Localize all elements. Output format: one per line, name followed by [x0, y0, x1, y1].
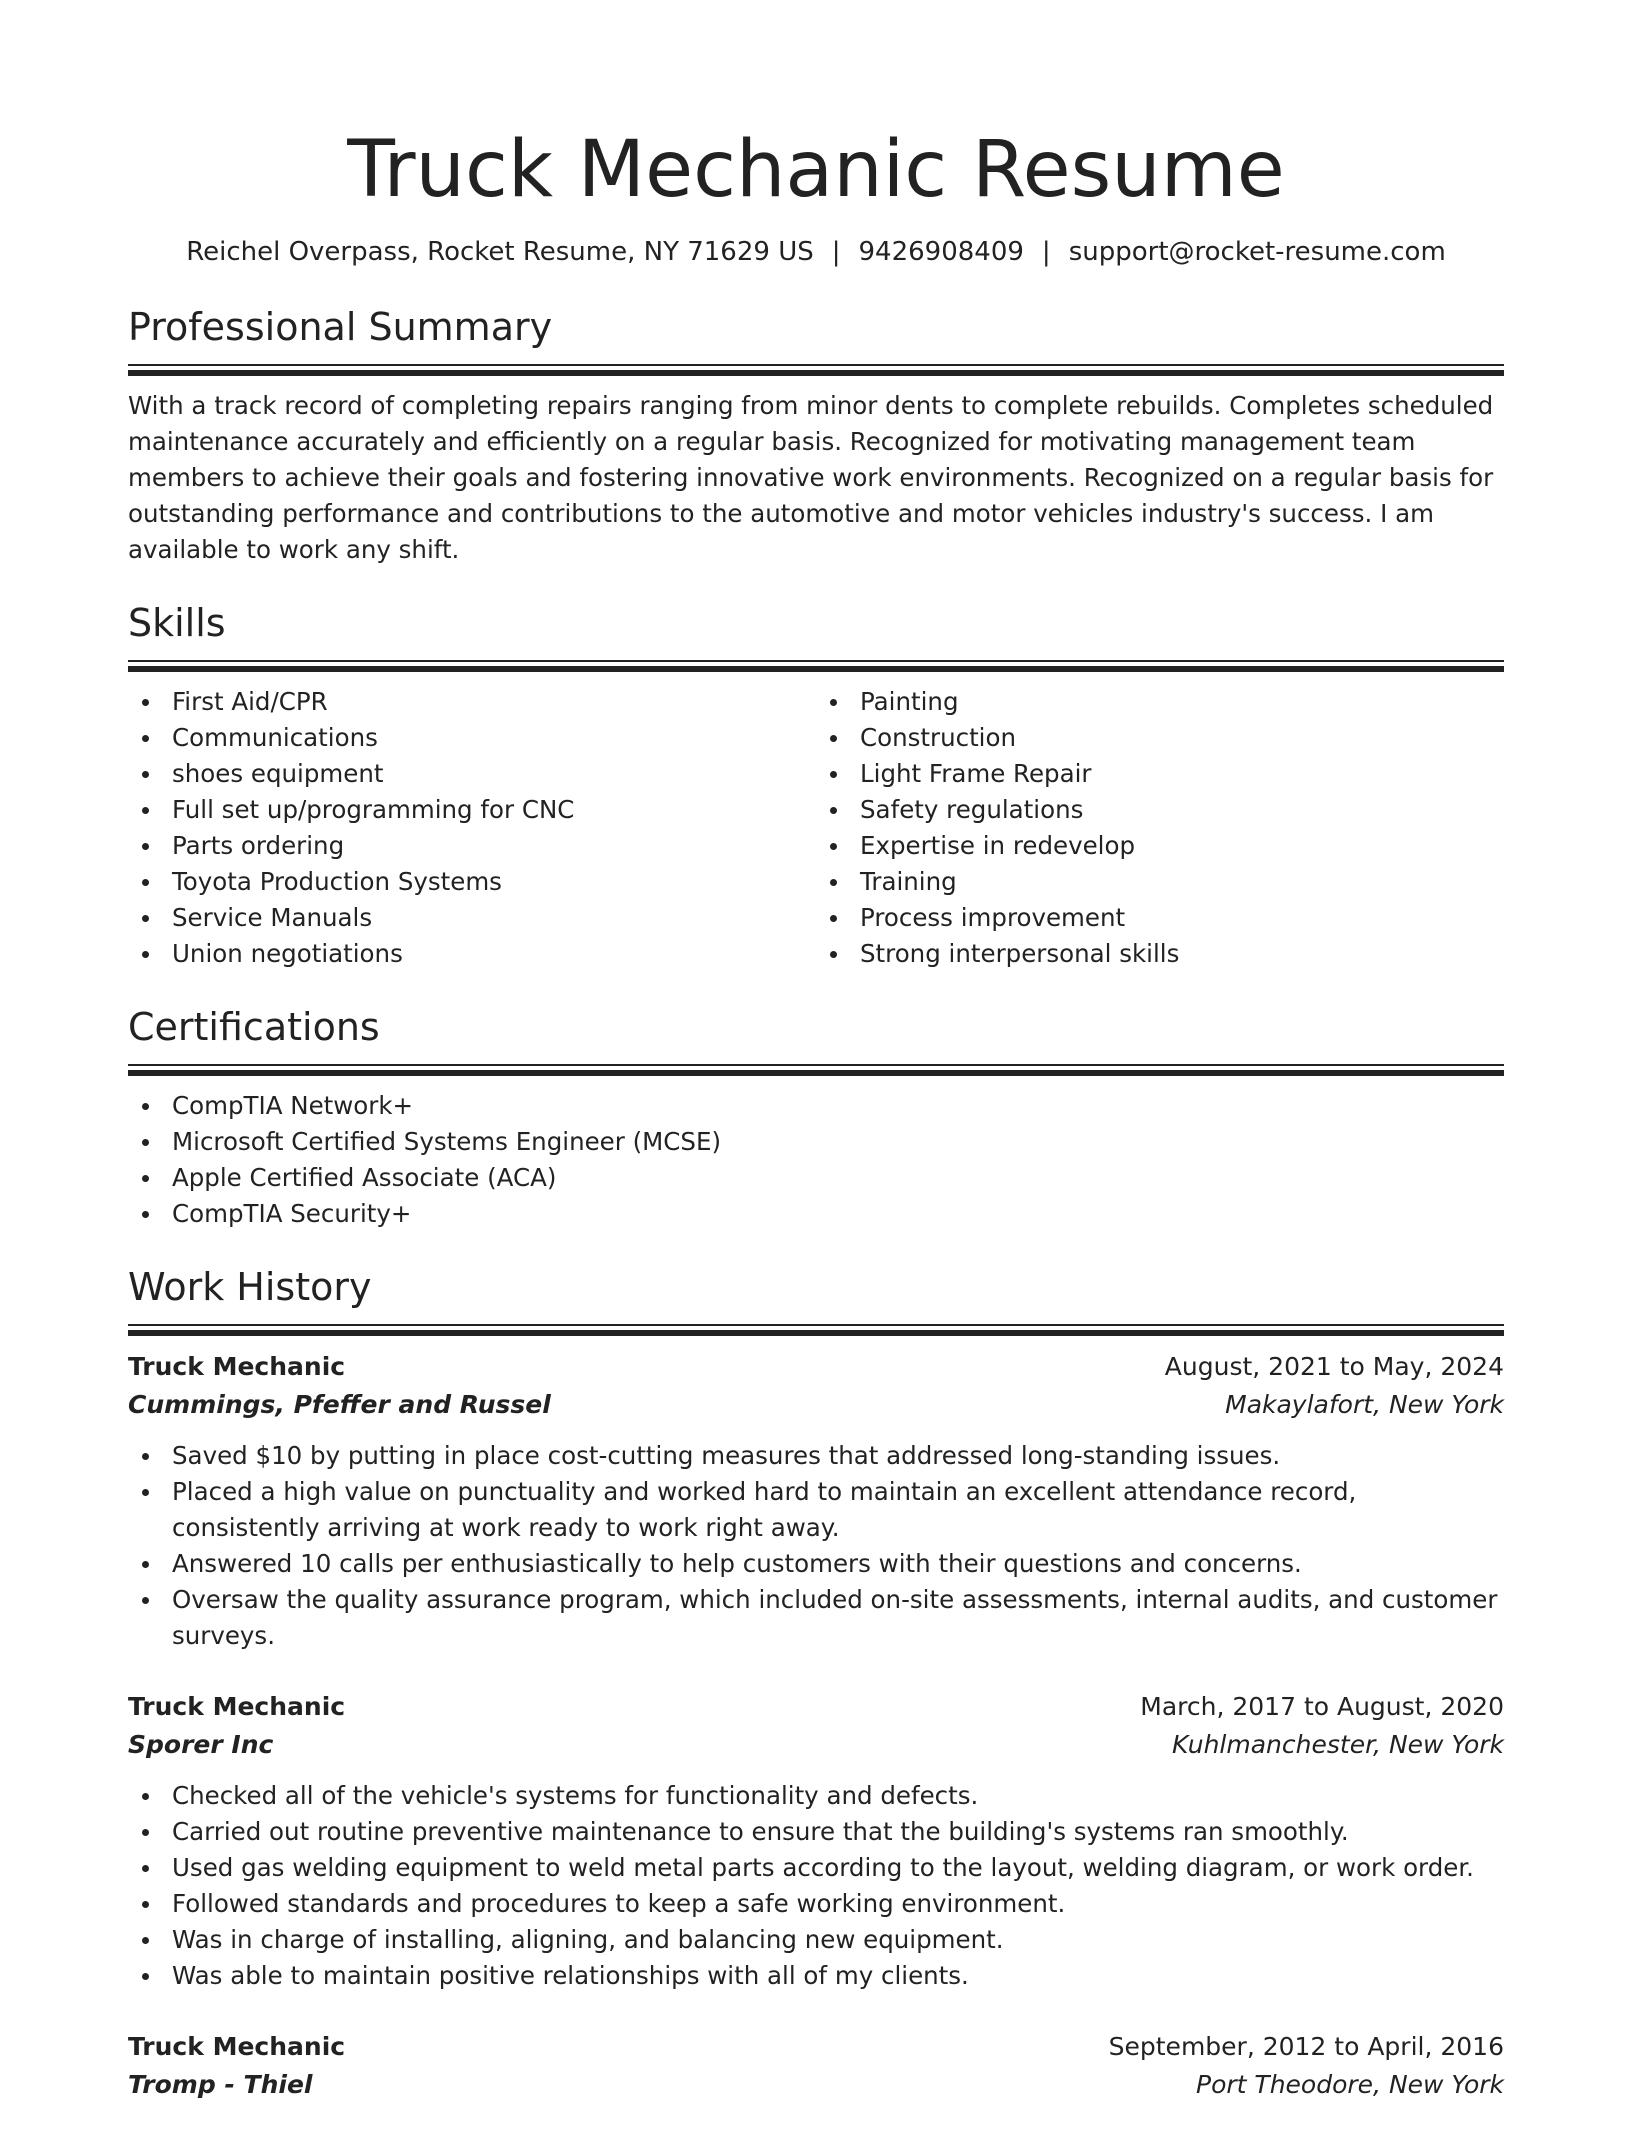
skill-item: Full set up/programming for CNC [128, 792, 816, 828]
certifications-list [128, 1088, 1504, 1232]
work-history-section [128, 1262, 1504, 2104]
job-title: Truck Mechanic [128, 1692, 346, 1721]
skills-left-list [128, 684, 816, 972]
section-divider [128, 1064, 1504, 1076]
contact-separator: | [831, 237, 841, 267]
skills-heading: Skills [128, 601, 226, 645]
job-subheader [128, 1386, 1504, 1424]
job-title: Truck Mechanic [128, 2032, 346, 2061]
certification-item: Apple Certified Associate (ACA) [128, 1160, 1504, 1196]
skill-item: Communications [128, 720, 816, 756]
certification-item: Microsoft Certified Systems Engineer (MCSE) [128, 1124, 1504, 1160]
skills-right-list [816, 684, 1504, 972]
job-bullets [128, 1438, 1504, 1654]
job-subheader [128, 1726, 1504, 1764]
job-bullet: Used gas welding equipment to weld metal parts according to the layout, welding diagram, or work order. [128, 1850, 1504, 1886]
skill-item: Toyota Production Systems [128, 864, 816, 900]
job-bullet: Was in charge of installing, aligning, and balancing new equipment. [128, 1922, 1504, 1958]
job-dates: March, 2017 to August, 2020 [1140, 1692, 1504, 1721]
skill-item: Light Frame Repair [816, 756, 1504, 792]
skill-item: Union negotiations [128, 936, 816, 972]
skill-item: Construction [816, 720, 1504, 756]
resume-page [128, 120, 1504, 2138]
section-divider [128, 1324, 1504, 1336]
job-location: Port Theodore, New York [1196, 2070, 1504, 2099]
skill-item: Expertise in redevelop [816, 828, 1504, 864]
summary-heading: Professional Summary [128, 305, 553, 349]
job-company: Tromp - Thiel [128, 2070, 313, 2099]
skill-item: Process improvement [816, 900, 1504, 936]
skill-item: shoes equipment [128, 756, 816, 792]
certification-item: CompTIA Network+ [128, 1088, 1504, 1124]
summary-section [128, 302, 1504, 568]
work-history-heading: Work History [128, 1265, 372, 1309]
contact-line [128, 234, 1504, 270]
skill-item: Strong interpersonal skills [816, 936, 1504, 972]
section-divider [128, 364, 1504, 376]
resume-title: Truck Mechanic Resume [347, 125, 1285, 215]
skills-columns [128, 684, 1504, 972]
job-title: Truck Mechanic [128, 1352, 346, 1381]
job-company: Sporer Inc [128, 1730, 274, 1759]
skills-section [128, 598, 1504, 972]
skill-item: Service Manuals [128, 900, 816, 936]
job-location: Makaylafort, New York [1225, 1390, 1504, 1419]
certification-item: CompTIA Security+ [128, 1196, 1504, 1232]
job-bullet: Oversaw the quality assurance program, which included on-site assessments, internal audits, and customer surveys. [128, 1582, 1504, 1654]
job-company: Cummings, Pfeffer and Russel [128, 1390, 551, 1419]
job-subheader [128, 2066, 1504, 2104]
skill-item: Safety regulations [816, 792, 1504, 828]
job-entry [128, 1348, 1504, 1654]
job-entry [128, 2028, 1504, 2104]
job-location: Kuhlmanchester, New York [1172, 1730, 1504, 1759]
job-dates: August, 2021 to May, 2024 [1164, 1352, 1504, 1381]
skill-item: First Aid/CPR [128, 684, 816, 720]
job-bullet: Followed standards and procedures to keep a safe working environment. [128, 1886, 1504, 1922]
job-bullets [128, 1778, 1504, 1994]
certifications-section [128, 1002, 1504, 1232]
job-header [128, 2028, 1504, 2066]
skill-item: Parts ordering [128, 828, 816, 864]
job-bullet: Answered 10 calls per enthusiastically to help customers with their questions and concerns. [128, 1546, 1504, 1582]
job-bullet: Placed a high value on punctuality and worked hard to maintain an excellent attendance record, consistently arriving at work ready to work right away. [128, 1474, 1504, 1546]
contact-separator: | [1041, 237, 1051, 267]
job-bullet: Was able to maintain positive relationships with all of my clients. [128, 1958, 1504, 1994]
job-entry [128, 1688, 1504, 1994]
job-dates: September, 2012 to April, 2016 [1108, 2032, 1504, 2061]
job-bullet: Saved $10 by putting in place cost-cutting measures that addressed long-standing issues. [128, 1438, 1504, 1474]
job-header [128, 1688, 1504, 1726]
skill-item: Training [816, 864, 1504, 900]
section-divider [128, 660, 1504, 672]
summary-text: With a track record of completing repairs ranging from minor dents to complete rebuilds. Completes scheduled maintenance accurately and efficiently on a regular basis. Recognized for motivating management team members to achieve their goals and fostering innovative work environments. Recognized on a regular basis for outstanding performance and contributions to the automotive and motor vehicles industry's success. I am available to work any shift. [128, 391, 1494, 564]
contact-email: support@rocket-resume.com [1068, 237, 1446, 267]
job-header [128, 1348, 1504, 1386]
certifications-heading: Certifications [128, 1005, 380, 1049]
contact-address: Reichel Overpass, Rocket Resume, NY 71629 US [186, 237, 814, 267]
skill-item: Painting [816, 684, 1504, 720]
job-bullet: Checked all of the vehicle's systems for functionality and defects. [128, 1778, 1504, 1814]
contact-phone: 9426908409 [858, 237, 1024, 267]
job-bullet: Carried out routine preventive maintenance to ensure that the building's systems ran smoothly. [128, 1814, 1504, 1850]
